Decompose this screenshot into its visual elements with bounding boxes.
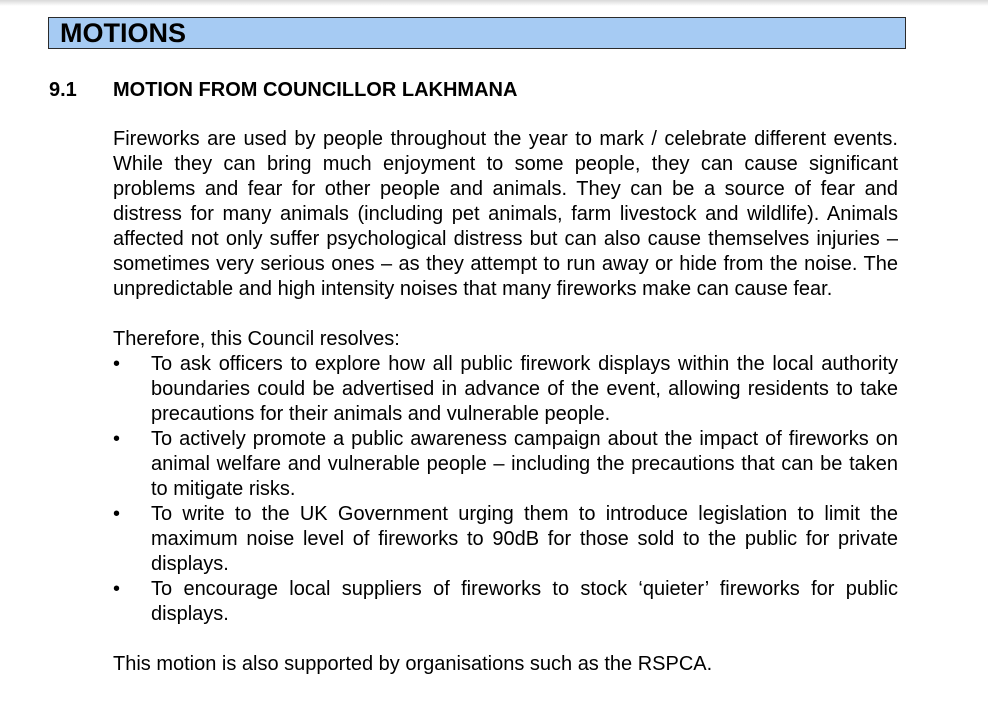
resolutions-list	[113, 352, 898, 627]
bullet-icon: •	[113, 428, 121, 450]
section-heading: MOTIONS	[48, 17, 906, 49]
resolution-text: To encourage local suppliers of fireworks to stock ‘quieter’ fireworks for public displays.	[151, 578, 898, 625]
list-item	[113, 577, 898, 627]
resolution-text: To write to the UK Government urging them to introduce legislation to limit the maximum noise level of fireworks to 90dB for those sold to the public for private displays.	[151, 503, 898, 575]
motion-paragraph: Fireworks are used by people throughout the year to mark / celebrate different events. While they can bring much enjoyment to some people, they can cause significant problems and fear for other people and animals. They can be a source of fear and distress for many animals (including pet animals, farm livestock and wildlife). Animals affected not only suffer psychological distress but can also cause themselves injuries – sometimes very serious ones – as they attempt to run away or hide from the noise. The unpredictable and high intensity noises that many fireworks make can cause fear.	[113, 128, 898, 300]
list-item	[113, 352, 898, 427]
bullet-icon: •	[113, 503, 121, 525]
bullet-icon: •	[113, 578, 121, 600]
motion-number: 9.1	[49, 79, 77, 101]
list-item	[113, 502, 898, 577]
motion-body	[113, 127, 898, 677]
resolution-text: To ask officers to explore how all public firework displays within the local authority boundaries could be advertised in advance of the event, allowing residents to take precautions for their animals and vulnerable people.	[151, 353, 898, 425]
list-item	[113, 427, 898, 502]
motion-title: MOTION FROM COUNCILLOR LAKHMANA	[113, 79, 518, 101]
resolution-text: To actively promote a public awareness campaign about the impact of fireworks on animal welfare and vulnerable people – including the precautions that can be taken to mitigate risks.	[151, 428, 898, 500]
resolves-intro: Therefore, this Council resolves:	[113, 328, 400, 350]
page-top-edge	[0, 0, 988, 6]
closing-statement: This motion is also supported by organisations such as the RSPCA.	[113, 653, 713, 675]
bullet-icon: •	[113, 353, 121, 375]
